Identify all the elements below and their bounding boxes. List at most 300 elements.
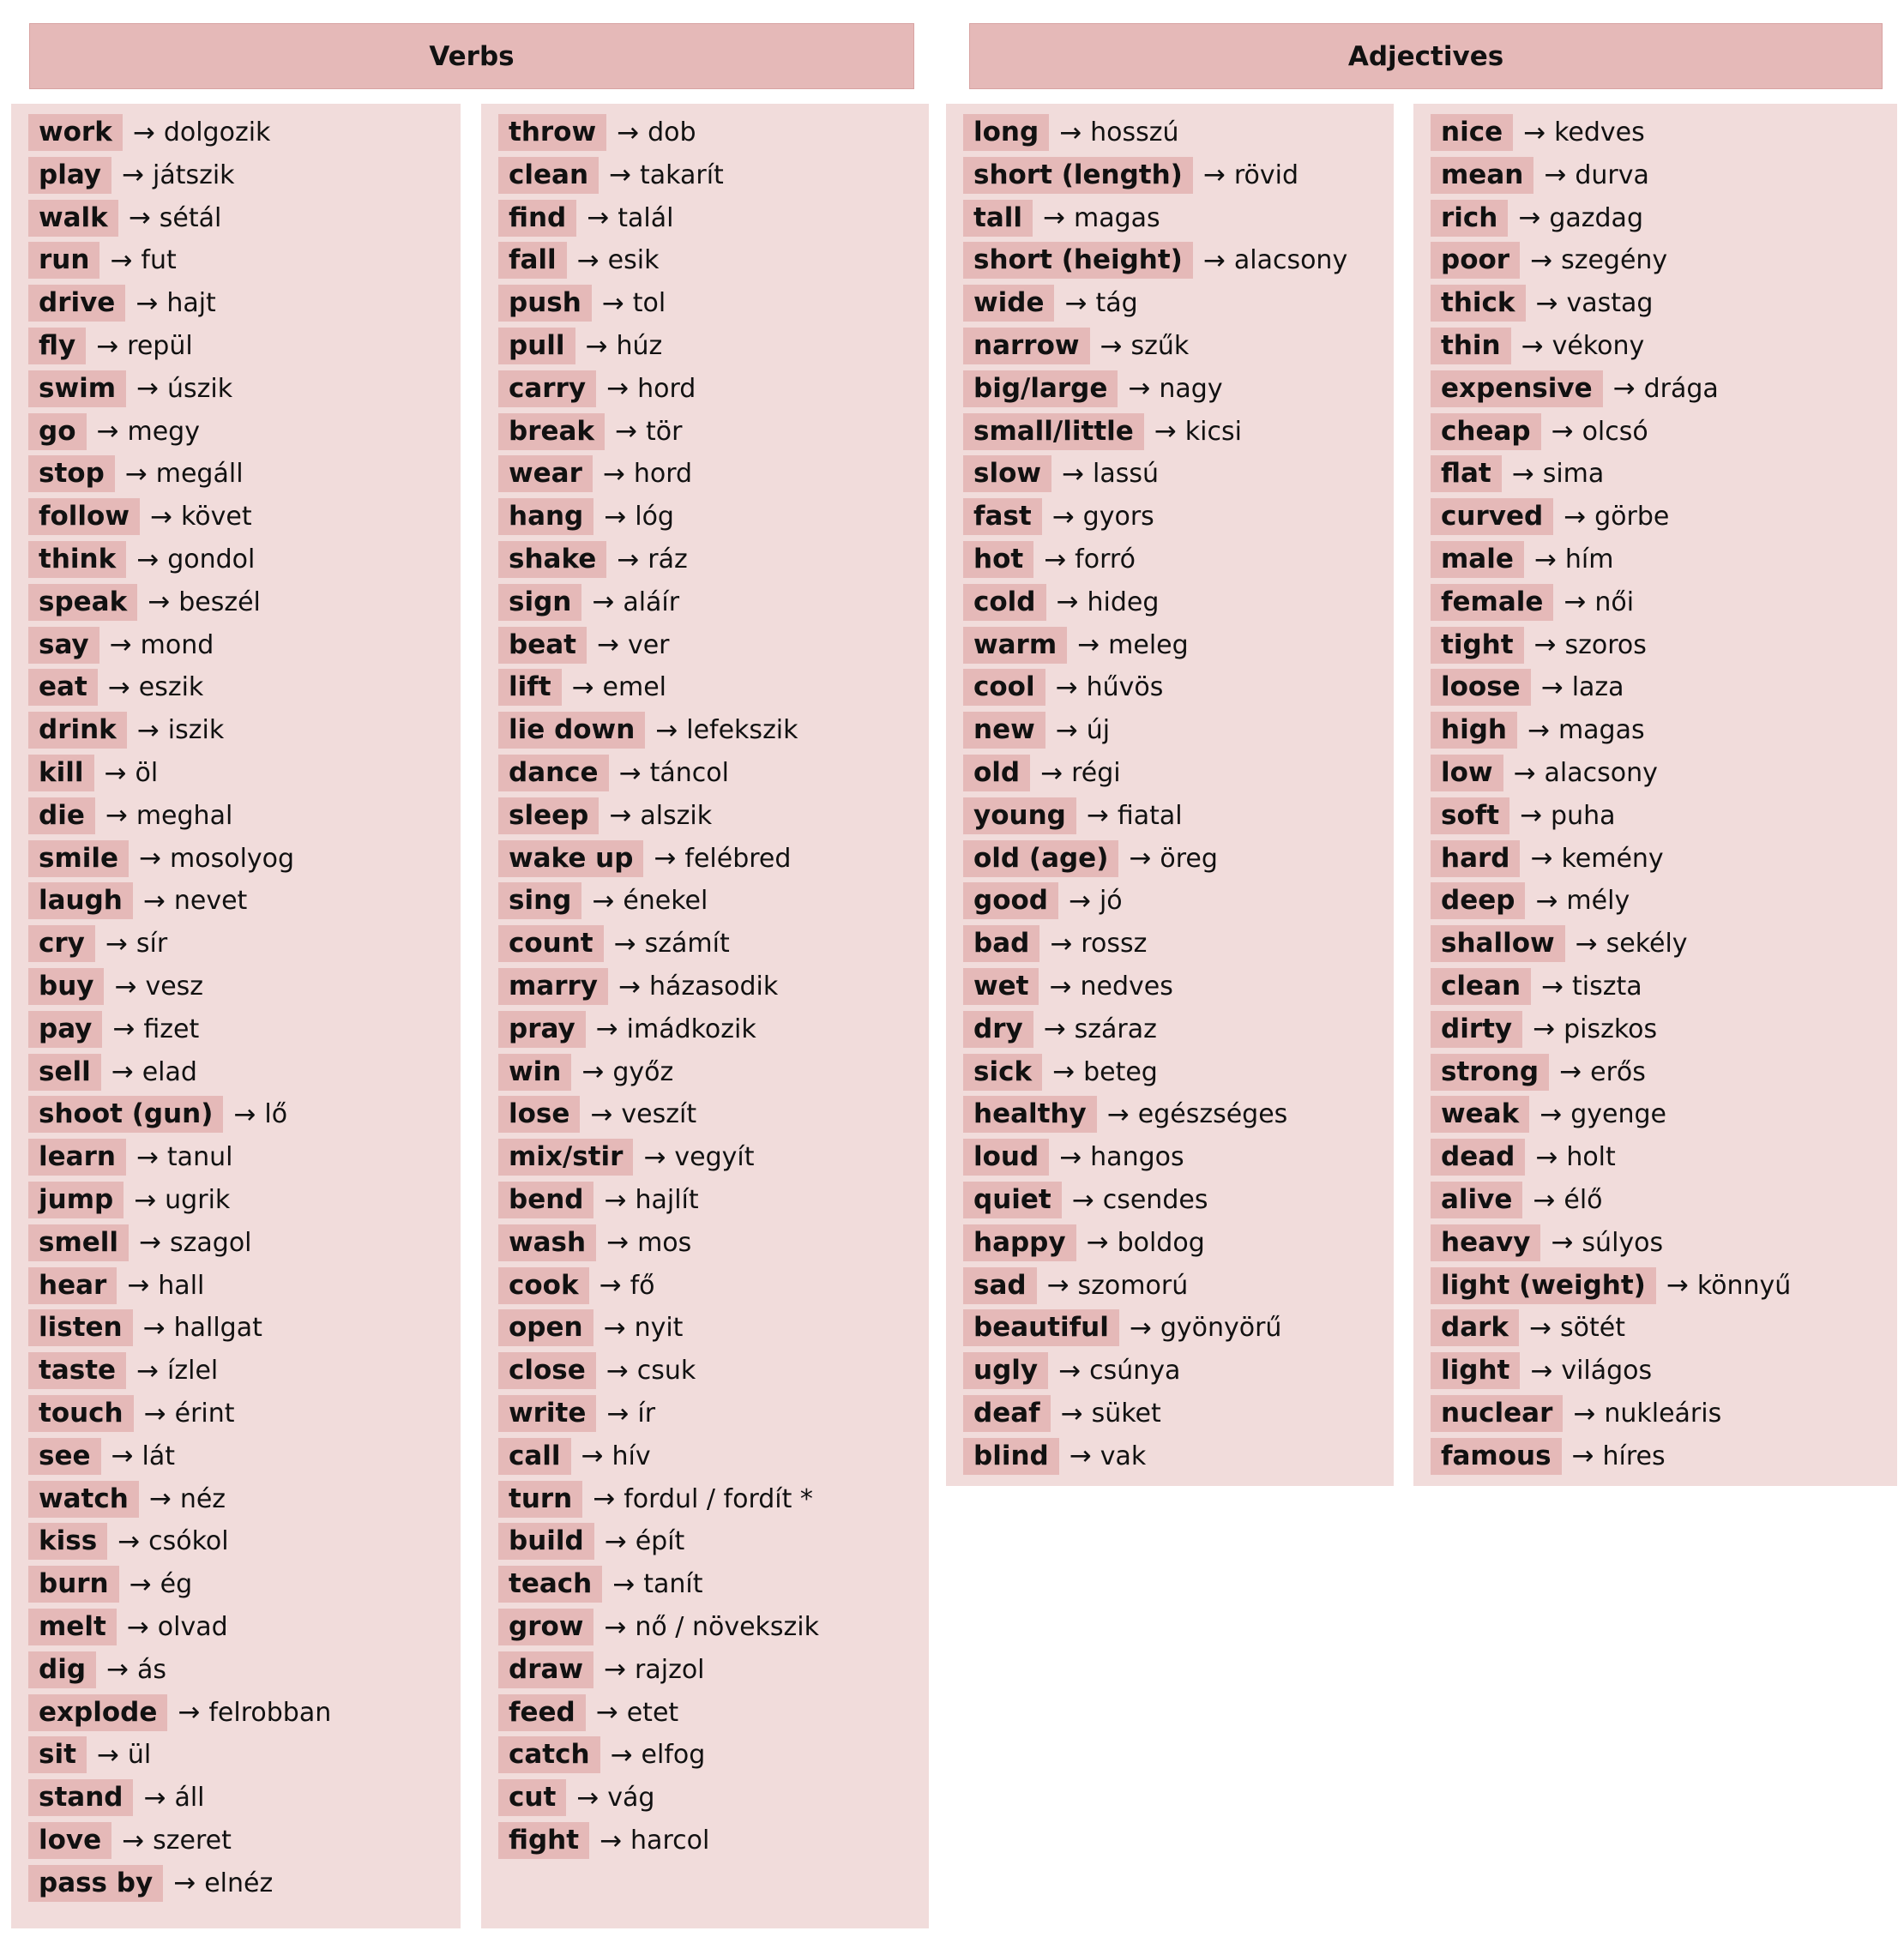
arrow-right-icon: → — [1533, 1184, 1556, 1216]
vocab-entry — [963, 669, 1163, 706]
vocab-entry — [28, 1054, 197, 1091]
arrow-right-icon: → — [1043, 202, 1065, 234]
vocab-entry — [498, 370, 696, 407]
arrow-right-icon: → — [143, 1782, 166, 1814]
vocab-entry — [1431, 755, 1658, 791]
arrow-right-icon: → — [1573, 1398, 1596, 1429]
english-word: thin — [1431, 328, 1511, 364]
vocab-entry — [498, 1736, 705, 1773]
arrow-right-icon: → — [615, 416, 638, 448]
arrow-right-icon: → — [1513, 757, 1536, 789]
english-word: slow — [963, 455, 1051, 492]
english-word: hard — [1431, 840, 1520, 877]
hungarian-translation: világos — [1561, 1356, 1653, 1387]
arrow-right-icon: → — [606, 373, 630, 405]
vocab-entry — [28, 755, 158, 791]
hungarian-translation: szoros — [1564, 629, 1647, 660]
english-word: draw — [498, 1651, 593, 1688]
vocab-entry — [1431, 1011, 1657, 1048]
hungarian-translation: vékony — [1552, 331, 1645, 361]
vocab-entry — [498, 157, 724, 194]
english-word: big/large — [963, 370, 1118, 407]
english-word: wash — [498, 1224, 596, 1261]
english-word: quiet — [963, 1182, 1062, 1218]
hungarian-translation: csendes — [1102, 1185, 1208, 1215]
hungarian-translation: hideg — [1087, 586, 1160, 617]
vocab-entry — [28, 1182, 230, 1218]
english-word: follow — [28, 498, 140, 535]
hungarian-translation: görbe — [1594, 502, 1670, 532]
hungarian-translation: hív — [612, 1441, 651, 1471]
arrow-right-icon: → — [136, 373, 160, 405]
english-word: good — [963, 882, 1058, 919]
english-word: happy — [963, 1224, 1076, 1261]
hungarian-translation: boldog — [1117, 1227, 1205, 1258]
arrow-right-icon: → — [96, 416, 119, 448]
arrow-right-icon: → — [107, 671, 130, 703]
arrow-right-icon: → — [1575, 928, 1598, 959]
vocab-entry — [1431, 285, 1653, 322]
vocab-entry — [28, 413, 200, 450]
vocab-entry — [28, 1651, 166, 1688]
vocab-entry — [1431, 498, 1669, 535]
vocab-entry — [963, 200, 1160, 237]
vocab-entry — [28, 498, 252, 535]
vocab-entry — [498, 242, 659, 279]
vocab-entry — [498, 1694, 678, 1731]
vocab-entry — [498, 1523, 684, 1560]
hungarian-translation: drága — [1643, 373, 1719, 404]
vocab-entry — [498, 1011, 756, 1048]
hungarian-translation: csúnya — [1089, 1356, 1181, 1387]
hungarian-translation: számít — [644, 929, 730, 959]
vocab-entry — [498, 1779, 654, 1816]
hungarian-translation: meghal — [136, 800, 233, 831]
arrow-right-icon: → — [604, 1184, 627, 1216]
english-word: stop — [28, 455, 115, 492]
hungarian-translation: hűvös — [1086, 672, 1164, 703]
arrow-right-icon: → — [233, 1098, 256, 1130]
hungarian-translation: laza — [1571, 672, 1624, 703]
vocab-entry — [963, 242, 1347, 279]
vocab-entry — [28, 1481, 226, 1518]
arrow-right-icon: → — [1055, 714, 1078, 746]
arrow-right-icon: → — [604, 1525, 627, 1557]
hungarian-translation: rajzol — [635, 1654, 705, 1685]
vocab-entry — [963, 413, 1242, 450]
english-word: pass by — [28, 1865, 163, 1902]
english-word: sleep — [498, 797, 599, 834]
arrow-right-icon: → — [1071, 1184, 1094, 1216]
vocab-entry — [963, 1182, 1208, 1218]
arrow-right-icon: → — [1511, 458, 1534, 490]
arrow-right-icon: → — [117, 1525, 141, 1557]
hungarian-translation: süket — [1091, 1399, 1161, 1429]
english-word: teach — [498, 1566, 602, 1603]
hungarian-translation: ízlel — [167, 1356, 219, 1387]
vocab-entry — [963, 968, 1173, 1005]
vocab-entry — [498, 1822, 709, 1859]
english-word: dry — [963, 1011, 1033, 1048]
arrow-right-icon: → — [599, 1270, 622, 1302]
english-word: curved — [1431, 498, 1553, 535]
arrow-right-icon: → — [142, 885, 166, 917]
vocab-entry — [498, 797, 712, 834]
vocab-entry — [963, 370, 1223, 407]
english-word: dance — [498, 755, 609, 791]
english-word: ugly — [963, 1352, 1048, 1389]
english-word: pray — [498, 1011, 586, 1048]
arrow-right-icon: → — [136, 1141, 159, 1173]
arrow-right-icon: → — [148, 1483, 172, 1515]
english-word: loud — [963, 1139, 1049, 1176]
vocab-entry — [963, 498, 1154, 535]
english-word: weak — [1431, 1096, 1529, 1133]
vocab-entry — [963, 1352, 1180, 1389]
hungarian-translation: gazdag — [1549, 202, 1643, 233]
arrow-right-icon: → — [1539, 1098, 1563, 1130]
arrow-right-icon: → — [592, 586, 615, 618]
hungarian-translation: sötét — [1560, 1313, 1625, 1344]
vocab-entry — [963, 797, 1183, 834]
arrow-right-icon: → — [606, 1355, 629, 1387]
arrow-right-icon: → — [1040, 757, 1063, 789]
arrow-right-icon: → — [590, 1098, 613, 1130]
english-word: sad — [963, 1267, 1037, 1304]
vocab-entry — [1431, 925, 1688, 962]
arrow-right-icon: → — [173, 1868, 196, 1899]
english-word: walk — [28, 200, 118, 237]
vocab-entry — [1431, 1267, 1791, 1304]
vocab-entry — [28, 1566, 192, 1603]
hungarian-translation: durva — [1575, 159, 1649, 190]
vocab-entry — [963, 925, 1147, 962]
arrow-right-icon: → — [134, 1184, 157, 1216]
arrow-right-icon: → — [106, 1654, 129, 1686]
vocab-entry — [963, 1438, 1146, 1475]
hungarian-translation: játszik — [152, 159, 235, 190]
english-word: catch — [498, 1736, 600, 1773]
vocab-entry — [963, 114, 1179, 151]
arrow-right-icon: → — [604, 501, 627, 532]
english-word: short (length) — [963, 157, 1193, 194]
arrow-right-icon: → — [604, 1611, 627, 1643]
english-word: tall — [963, 200, 1033, 237]
english-word: cook — [498, 1267, 589, 1304]
hungarian-translation: száraz — [1074, 1014, 1157, 1044]
english-word: call — [498, 1438, 571, 1475]
arrow-right-icon: → — [603, 1312, 626, 1344]
vocab-entry — [498, 1309, 683, 1346]
hungarian-translation: szagol — [170, 1227, 252, 1258]
vocab-entry — [1431, 1139, 1616, 1176]
hungarian-translation: alacsony — [1544, 758, 1658, 788]
arrow-right-icon: → — [595, 1697, 618, 1729]
arrow-right-icon: → — [606, 1398, 630, 1429]
arrow-right-icon: → — [610, 1739, 633, 1771]
arrow-right-icon: → — [114, 971, 137, 1002]
english-word: mean — [1431, 157, 1533, 194]
verbs-header: Verbs — [29, 23, 914, 89]
hungarian-translation: kemény — [1561, 843, 1664, 874]
arrow-right-icon: → — [609, 159, 631, 191]
arrow-right-icon: → — [1068, 885, 1091, 917]
arrow-right-icon: → — [1541, 971, 1564, 1002]
english-word: pay — [28, 1011, 102, 1048]
english-word: close — [498, 1352, 596, 1389]
vocab-entry — [1431, 1352, 1652, 1389]
arrow-right-icon: → — [1544, 159, 1567, 191]
hungarian-translation: erős — [1590, 1056, 1646, 1087]
hungarian-translation: élő — [1564, 1185, 1603, 1215]
english-word: stand — [28, 1779, 133, 1816]
english-word: dirty — [1431, 1011, 1522, 1048]
english-word: famous — [1431, 1438, 1562, 1475]
english-word: alive — [1431, 1182, 1522, 1218]
hungarian-translation: beszél — [178, 586, 261, 617]
hungarian-translation: épít — [635, 1526, 685, 1557]
arrow-right-icon: → — [600, 1825, 623, 1856]
hungarian-translation: vesz — [145, 971, 204, 1002]
arrow-right-icon: → — [1202, 244, 1226, 276]
vocab-entry — [498, 627, 669, 664]
arrow-right-icon: → — [601, 287, 624, 319]
vocab-entry — [1431, 541, 1613, 578]
vocab-entry — [28, 968, 203, 1005]
english-word: young — [963, 797, 1076, 834]
arrow-right-icon: → — [581, 1441, 604, 1472]
arrow-right-icon: → — [1533, 629, 1557, 661]
arrow-right-icon: → — [110, 244, 133, 276]
arrow-right-icon: → — [1060, 1398, 1083, 1429]
english-word: see — [28, 1438, 101, 1475]
hungarian-translation: ül — [127, 1740, 152, 1771]
english-word: soft — [1431, 797, 1509, 834]
hungarian-translation: egészséges — [1137, 1099, 1288, 1130]
hungarian-translation: alszik — [640, 800, 713, 831]
hungarian-translation: hord — [637, 373, 696, 404]
hungarian-translation: úszik — [167, 373, 233, 404]
english-word: lose — [498, 1096, 580, 1133]
hungarian-translation: új — [1086, 715, 1111, 746]
arrow-right-icon: → — [1055, 671, 1078, 703]
vocab-entry — [963, 1011, 1157, 1048]
english-word: beautiful — [963, 1309, 1119, 1346]
arrow-right-icon: → — [1106, 1098, 1130, 1130]
english-word: cool — [963, 669, 1045, 706]
arrow-right-icon: → — [606, 1227, 630, 1259]
english-word: kill — [28, 755, 94, 791]
english-word: shallow — [1431, 925, 1565, 962]
english-word: love — [28, 1822, 111, 1859]
arrow-right-icon: → — [618, 757, 642, 789]
english-word: healthy — [963, 1096, 1097, 1133]
vocab-entry — [1431, 882, 1630, 919]
hungarian-translation: könnyű — [1696, 1270, 1792, 1301]
hungarian-translation: meleg — [1108, 629, 1189, 660]
arrow-right-icon: → — [149, 501, 172, 532]
vocab-entry — [28, 1395, 235, 1432]
english-word: bad — [963, 925, 1039, 962]
hungarian-translation: húz — [616, 331, 663, 361]
english-word: play — [28, 157, 111, 194]
hungarian-translation: imádkozik — [626, 1014, 756, 1044]
hungarian-translation: néz — [179, 1483, 226, 1514]
english-word: build — [498, 1523, 594, 1560]
arrow-right-icon: → — [122, 159, 144, 191]
arrow-right-icon: → — [128, 202, 151, 234]
english-word: grow — [498, 1609, 593, 1645]
hungarian-translation: lóg — [635, 502, 674, 532]
vocab-entry — [28, 1865, 273, 1902]
arrow-right-icon: → — [139, 843, 162, 875]
arrow-right-icon: → — [1129, 843, 1152, 875]
arrow-right-icon: → — [576, 1782, 600, 1814]
arrow-right-icon: → — [132, 117, 155, 148]
arrow-right-icon: → — [139, 1227, 162, 1259]
hungarian-translation: sír — [136, 929, 168, 959]
english-word: wide — [963, 285, 1054, 322]
hungarian-translation: elfog — [641, 1740, 706, 1771]
arrow-right-icon: → — [1533, 544, 1557, 575]
arrow-right-icon: → — [111, 1056, 134, 1088]
vocab-entry — [498, 1651, 705, 1688]
vocab-entry — [963, 1096, 1287, 1133]
english-word: wet — [963, 968, 1039, 1005]
hungarian-translation: lassú — [1093, 459, 1159, 490]
vocab-entry — [498, 1182, 699, 1218]
vocab-entry — [498, 285, 666, 322]
vocab-entry — [28, 200, 221, 237]
english-word: short (height) — [963, 242, 1193, 279]
vocab-entry — [28, 627, 214, 664]
hungarian-translation: lefekszik — [686, 715, 798, 746]
vocab-entry — [28, 669, 203, 706]
vocab-entry — [498, 1139, 755, 1176]
english-word: fast — [963, 498, 1042, 535]
english-word: dark — [1431, 1309, 1519, 1346]
vocab-entry — [498, 413, 682, 450]
english-word: think — [28, 541, 126, 578]
vocab-entry — [1431, 1309, 1625, 1346]
hungarian-translation: vak — [1100, 1441, 1147, 1471]
vocab-entry — [28, 1438, 175, 1475]
hungarian-translation: táncol — [649, 758, 729, 788]
arrow-right-icon: → — [126, 1611, 149, 1643]
vocab-entry — [963, 712, 1110, 749]
arrow-right-icon: → — [1059, 117, 1082, 148]
vocab-entry — [28, 455, 244, 492]
hungarian-translation: súlyos — [1582, 1227, 1664, 1258]
adjectives-header: Adjectives — [969, 23, 1883, 89]
english-word: find — [498, 200, 576, 237]
vocab-entry — [963, 455, 1159, 492]
hungarian-translation: lát — [142, 1441, 175, 1471]
vocab-entry — [28, 1267, 204, 1304]
vocab-entry — [498, 1352, 696, 1389]
vocab-entry — [28, 584, 261, 621]
hungarian-translation: csókol — [148, 1526, 229, 1557]
vocab-entry — [498, 1096, 696, 1133]
arrow-right-icon: → — [1551, 1227, 1574, 1259]
vocab-entry — [1431, 797, 1616, 834]
arrow-right-icon: → — [1050, 928, 1073, 959]
vocab-entry — [28, 242, 177, 279]
english-word: say — [28, 627, 99, 664]
hungarian-translation: sima — [1542, 459, 1605, 490]
hungarian-translation: elnéz — [204, 1868, 274, 1898]
arrow-right-icon: → — [602, 458, 625, 490]
hungarian-translation: holt — [1566, 1142, 1616, 1173]
verbs-column-1 — [11, 104, 461, 1928]
english-word: dig — [28, 1651, 96, 1688]
arrow-right-icon: → — [136, 287, 159, 319]
english-word: hear — [28, 1267, 117, 1304]
arrow-right-icon: → — [1530, 1355, 1553, 1387]
hungarian-translation: ír — [637, 1399, 656, 1429]
arrow-right-icon: → — [1069, 1441, 1092, 1472]
hungarian-translation: gondol — [167, 544, 256, 574]
english-word: dead — [1431, 1139, 1525, 1176]
english-word: sit — [28, 1736, 87, 1773]
hungarian-translation: ég — [160, 1569, 193, 1600]
arrow-right-icon: → — [1523, 117, 1546, 148]
vocab-entry — [498, 200, 673, 237]
hungarian-translation: öl — [135, 758, 159, 788]
vocab-entry — [963, 541, 1136, 578]
hungarian-translation: ás — [137, 1654, 167, 1685]
english-word: cold — [963, 584, 1046, 621]
vocab-entry — [1431, 627, 1647, 664]
hungarian-translation: gyors — [1082, 502, 1154, 532]
hungarian-translation: jó — [1099, 886, 1123, 917]
english-word: buy — [28, 968, 104, 1005]
english-word: work — [28, 114, 123, 151]
hungarian-translation: tanul — [166, 1142, 233, 1173]
vocab-entry — [1431, 200, 1643, 237]
hungarian-translation: olcsó — [1582, 416, 1648, 447]
hungarian-translation: nukleáris — [1604, 1399, 1722, 1429]
arrow-right-icon: → — [1518, 202, 1541, 234]
english-word: speak — [28, 584, 137, 621]
hungarian-translation: esik — [607, 245, 660, 276]
arrow-right-icon: → — [587, 202, 610, 234]
english-word: burn — [28, 1566, 119, 1603]
hungarian-translation: magas — [1073, 202, 1160, 233]
arrow-right-icon: → — [617, 544, 640, 575]
english-word: small/little — [963, 413, 1144, 450]
hungarian-translation: megy — [127, 416, 200, 447]
arrow-right-icon: → — [1666, 1270, 1689, 1302]
english-word: smell — [28, 1224, 129, 1261]
english-word: touch — [28, 1395, 134, 1432]
english-word: beat — [498, 627, 587, 664]
english-word: shake — [498, 541, 606, 578]
vocab-entry — [1431, 413, 1648, 450]
hungarian-translation: érint — [174, 1399, 235, 1429]
arrow-right-icon: → — [643, 1141, 666, 1173]
vocab-entry — [1431, 114, 1645, 151]
vocab-entry — [28, 712, 224, 749]
vocab-entry — [28, 285, 216, 322]
vocab-entry — [1431, 1224, 1663, 1261]
english-word: watch — [28, 1481, 139, 1518]
hungarian-translation: harcol — [630, 1826, 710, 1856]
vocab-entry — [28, 840, 294, 877]
english-word: lift — [498, 669, 562, 706]
english-word: jump — [28, 1182, 124, 1218]
english-word: pull — [498, 328, 575, 364]
